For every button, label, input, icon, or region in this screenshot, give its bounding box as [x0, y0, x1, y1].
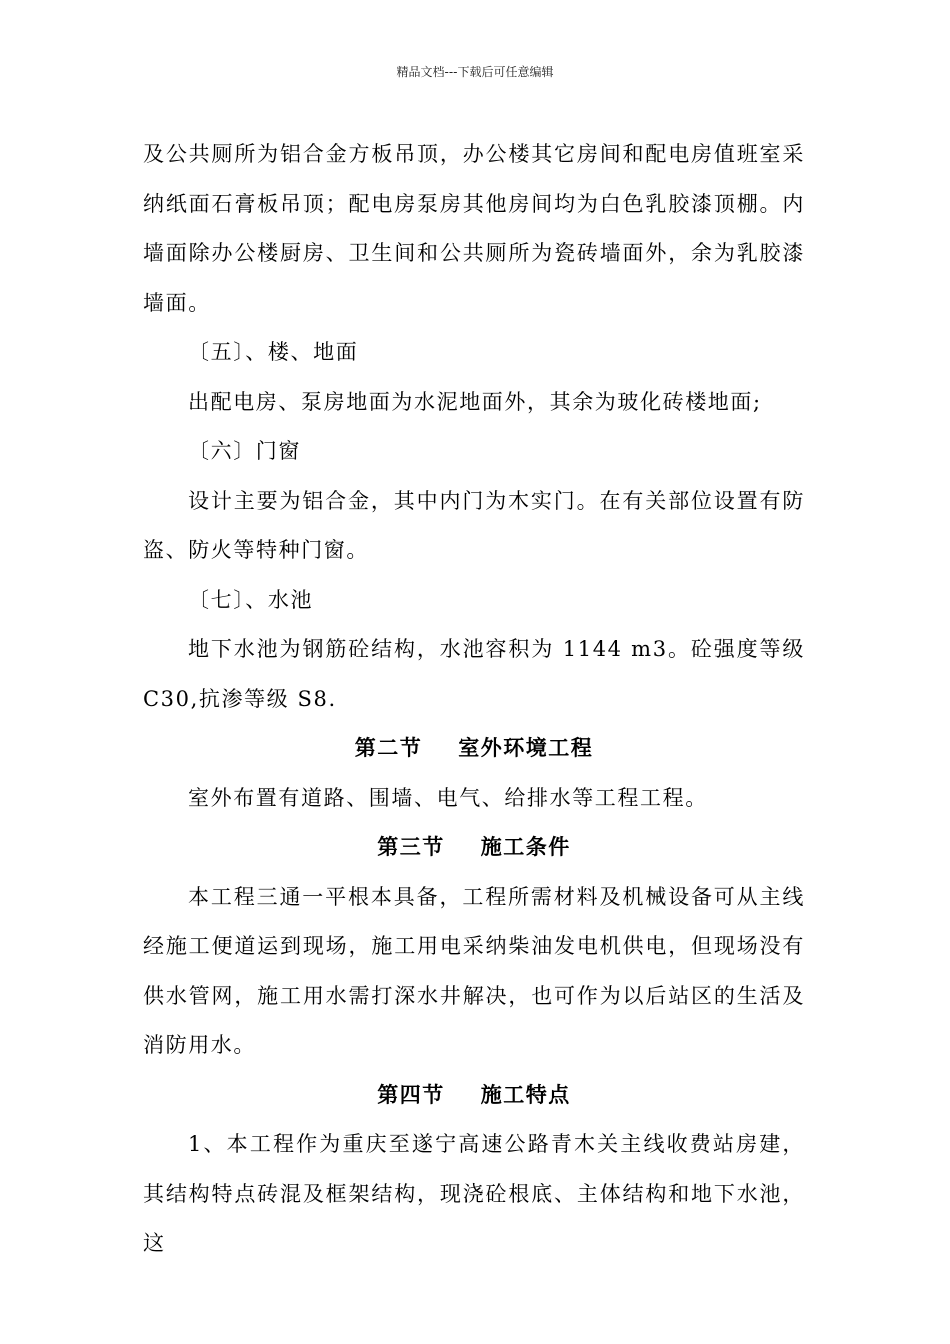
section-heading-doors-windows: 〔六〕门窗 [188, 439, 301, 463]
paragraph-water-tank: 地下水池为钢筋砼结构，水池容积为 1144 m3。砼强度等级C30,抗渗等级 S8. [143, 637, 805, 711]
heading-section-2 [143, 724, 805, 774]
paragraph-features: 1、本工程作为重庆至遂宁高速公路青木关主线收费站房建，其结构特点砖混及框架结构，现浇砼根底、主体结构和地下水池，这 [143, 1132, 805, 1255]
heading-section-3-title: 施工条件 [480, 835, 571, 859]
section-heading-water-tank: 〔七〕、水池 [188, 587, 314, 612]
heading-section-2-title: 室外环境工程 [458, 736, 594, 760]
heading-section-4-title: 施工特点 [480, 1082, 571, 1107]
heading-section-3-number: 第三节 [377, 835, 445, 859]
heading-section-2-number: 第二节 [354, 736, 423, 760]
page-header: 精品文档---下载后可任意编辑 [396, 65, 554, 79]
heading-section-4 [143, 1071, 805, 1121]
paragraph-doors-windows: 设计主要为铝合金，其中内门为木实门。在有关部位设置有防盗、防火等特种门窗。 [143, 488, 805, 562]
section-heading-floors: 〔五〕、楼、地面 [188, 340, 359, 364]
paragraph-conditions: 本工程三通一平根本具备，工程所需材料及机械设备可从主线经施工便道运到现场，施工用电采纳柴油发电机供电，但现场没有供水管网，施工用水需打深水井解决，也可作为以后站区的生活及消防用水。 [143, 884, 805, 1057]
paragraph-outdoor: 室外布置有道路、围墙、电气、给排水等工程工程。 [188, 785, 708, 810]
document-body [143, 130, 805, 1269]
heading-section-3 [143, 823, 805, 873]
paragraph-floors: 出配电房、泵房地面为水泥地面外，其余为玻化砖楼地面; [188, 389, 762, 414]
paragraph-ceiling-walls: 及公共厕所为铝合金方板吊顶，办公楼其它房间和配电房值班室采纳纸面石膏板吊顶；配电房泵房其他房间均为白色乳胶漆顶棚。内墙面除办公楼厨房、卫生间和公共厕所为瓷砖墙面外，余为乳胶漆墙面。 [143, 142, 805, 315]
heading-section-4-number: 第四节 [377, 1082, 445, 1107]
